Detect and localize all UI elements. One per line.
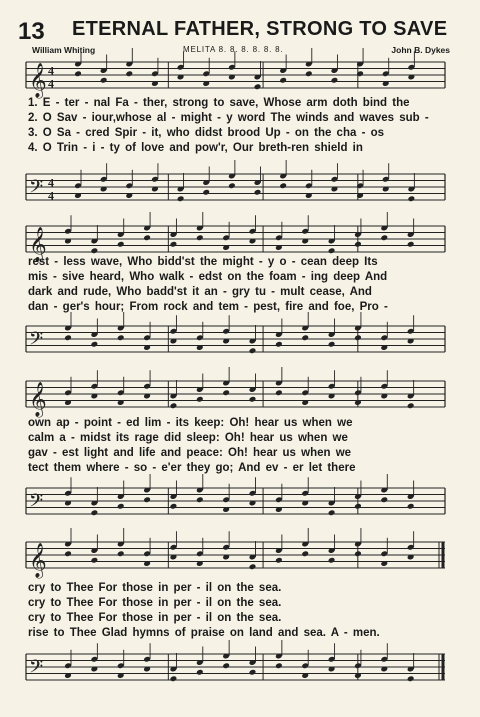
note-head	[407, 241, 415, 248]
lyric-verse-4: rise to Thee Glad hymns of praise on land and sea. A - men.	[28, 627, 380, 639]
note-head	[196, 669, 204, 676]
note-head	[407, 675, 415, 682]
note-head	[91, 247, 99, 254]
treble-clef-icon: 𝄞	[29, 382, 47, 417]
bass-staff-1	[0, 170, 480, 204]
tune-name: MELITA 8. 8. 8. 8. 8. 8.	[183, 45, 284, 54]
note-head	[328, 557, 336, 564]
lyrics-block-4	[28, 581, 448, 641]
lyric-verse-1: rest - less wave, Who bidd'st the might - y o - cean deep Its	[28, 256, 378, 268]
note-head	[170, 503, 178, 510]
lyric-verse-3: 3. O Sa - cred Spir - it, who didst brood Up - on the cha - os	[28, 127, 385, 139]
lyric-verse-4: tect them where - so - e'er they go; And ev - er let there	[28, 462, 356, 474]
note-head	[177, 195, 185, 202]
author-credit: William Whiting	[32, 45, 96, 55]
note-head	[125, 70, 133, 77]
note-head	[275, 341, 283, 348]
bass-staff-4	[0, 650, 480, 684]
note-head	[91, 509, 99, 516]
note-head	[354, 550, 362, 557]
treble-clef-icon: 𝄞	[29, 227, 47, 262]
note-head	[196, 396, 204, 403]
bass-clef-icon: 𝄢	[29, 657, 44, 682]
note-head	[354, 503, 362, 510]
note-head	[279, 182, 287, 189]
bass-clef-icon: 𝄢	[29, 329, 44, 354]
note-head	[170, 241, 178, 248]
note-head	[380, 234, 388, 241]
treble-clef-icon: 𝄞	[29, 63, 47, 98]
lyric-verse-2: cry to Thee For those in per - il on the sea.	[28, 597, 282, 609]
lyric-verse-2: calm a - midst its rage did sleep: Oh! hear us when we	[28, 432, 348, 444]
lyrics-block-2	[28, 255, 448, 315]
note-head	[222, 662, 230, 669]
note-head	[408, 195, 416, 202]
note-head	[74, 70, 82, 77]
bass-staff-3	[0, 484, 480, 518]
note-head	[328, 509, 336, 516]
time-signature-bottom: 4	[48, 76, 54, 91]
lyric-verse-1: cry to Thee For those in per - il on the sea.	[28, 582, 282, 594]
note-head	[407, 503, 415, 510]
note-head	[275, 557, 283, 564]
note-head	[143, 496, 151, 503]
note-head	[301, 550, 309, 557]
lyric-verse-2: mis - sive heard, Who walk - edst on the foam - ing deep And	[28, 271, 388, 283]
time-signature-top: 4	[48, 63, 54, 78]
note-head	[228, 182, 236, 189]
lyric-verse-4: 4. O Trin - i - ty of love and pow'r, Our breth-ren shield in	[28, 142, 363, 154]
note-head	[117, 334, 125, 341]
treble-staff-4	[0, 538, 480, 578]
note-head	[117, 503, 125, 510]
note-head	[249, 347, 257, 354]
note-head	[143, 234, 151, 241]
lyrics-block-1	[28, 96, 448, 156]
time-signature-top: 4	[48, 175, 54, 190]
note-head	[380, 496, 388, 503]
composer-credit: John B. Dykes	[391, 45, 450, 55]
note-head	[196, 234, 204, 241]
lyrics-block-3	[28, 416, 448, 476]
note-head	[279, 77, 287, 84]
hymn-number: 13	[18, 18, 45, 45]
note-head	[91, 557, 99, 564]
note-head	[254, 189, 262, 196]
bass-clef-icon: 𝄢	[29, 177, 44, 202]
note-head	[328, 247, 336, 254]
note-head	[64, 334, 72, 341]
lyric-verse-3: gav - est light and life and peace: Oh! hear us when we	[28, 447, 352, 459]
note-head	[328, 341, 336, 348]
hymn-title: ETERNAL FATHER, STRONG TO SAVE	[72, 18, 448, 40]
treble-clef-icon: 𝄞	[29, 543, 47, 578]
lyric-verse-3: dark and rude, Who badd'st it an - gry tu - mult cease, And	[28, 286, 372, 298]
note-head	[117, 241, 125, 248]
note-head	[249, 669, 257, 676]
treble-staff-1	[0, 58, 480, 98]
note-head	[222, 389, 230, 396]
note-head	[64, 550, 72, 557]
note-head	[196, 496, 204, 503]
bass-clef-icon: 𝄢	[29, 491, 44, 516]
note-head	[254, 83, 262, 90]
note-head	[275, 389, 283, 396]
lyric-verse-4: dan - ger's hour; From rock and tem - pest, fire and foe, Pro -	[28, 301, 388, 313]
note-head	[117, 550, 125, 557]
note-head	[100, 77, 108, 84]
treble-staff-3	[0, 377, 480, 417]
note-head	[331, 77, 339, 84]
lyric-verse-3: cry to Thee For those in per - il on the sea.	[28, 612, 282, 624]
note-head	[354, 334, 362, 341]
note-head	[91, 341, 99, 348]
note-head	[249, 396, 257, 403]
note-head	[407, 402, 415, 409]
time-signature-bottom: 4	[48, 188, 54, 203]
note-head	[354, 241, 362, 248]
bass-staff-2	[0, 322, 480, 356]
lyric-verse-1: 1. E - ter - nal Fa - ther, strong to save, Whose arm doth bind the	[28, 97, 410, 109]
note-head	[202, 189, 210, 196]
note-head	[170, 675, 178, 682]
note-head	[170, 402, 178, 409]
note-head	[305, 70, 313, 77]
note-head	[275, 662, 283, 669]
note-head	[301, 334, 309, 341]
note-head	[249, 563, 257, 570]
lyric-verse-1: own ap - point - ed lim - its keep: Oh! hear us when we	[28, 417, 353, 429]
lyric-verse-2: 2. O Sav - iour,whose al - might - y word The winds and waves sub -	[28, 112, 429, 124]
